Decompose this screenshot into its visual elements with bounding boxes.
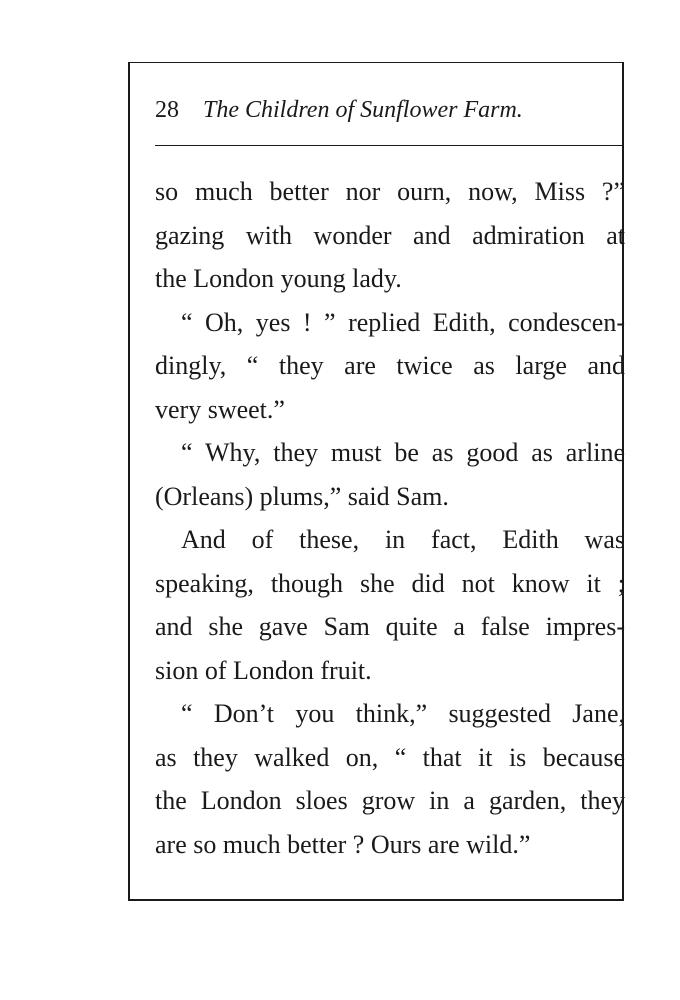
text-line: dingly, “ they are twice as large and: [155, 351, 625, 380]
text-line: so much better nor ourn, now, Miss ?”: [155, 177, 625, 206]
text-line: “ Oh, yes ! ” replied Edith, condescen-: [181, 307, 625, 337]
text-line: speaking, though she did not know it ;: [155, 568, 625, 598]
text-line: as they walked on, “ that it is because: [155, 742, 625, 772]
text-line: (Orleans) plums,” said Sam.: [155, 481, 449, 511]
text-line: “ Why, they must be as good as arline: [181, 438, 625, 467]
header-rule: [155, 145, 623, 146]
running-head: [155, 93, 595, 127]
text-line: And of these, in fact, Edith was: [181, 525, 625, 554]
text-line: sion of London fruit.: [155, 655, 372, 685]
text-line: the London sloes grow in a garden, they: [155, 786, 625, 815]
text-line: very sweet.”: [155, 394, 285, 424]
body-text: [155, 170, 625, 866]
text-line: gazing with wonder and admiration at: [155, 220, 625, 250]
book-title: The Children of Sunflower Farm.: [203, 97, 523, 123]
page-number: 28: [155, 97, 179, 123]
text-line: are so much better ? Ours are wild.”: [155, 829, 531, 859]
text-line: the London young lady.: [155, 264, 402, 293]
text-line: “ Don’t you think,” suggested Jane,: [181, 699, 625, 728]
text-line: and she gave Sam quite a false impres-: [155, 612, 625, 641]
